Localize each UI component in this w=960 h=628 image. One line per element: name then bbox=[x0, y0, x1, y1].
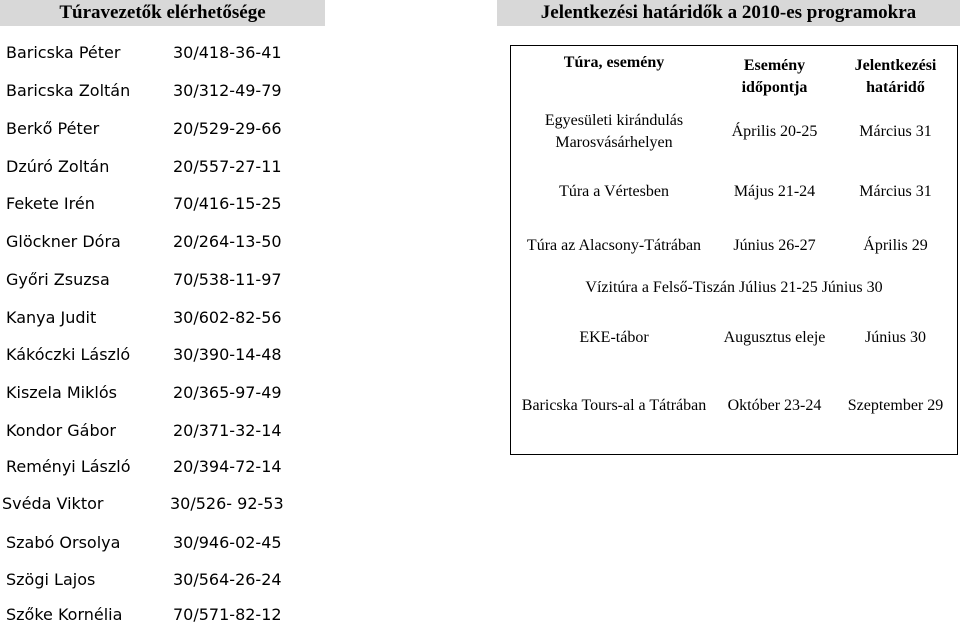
guide-phone: 30/564-26-24 bbox=[173, 570, 282, 589]
guide-phone: 70/416-15-25 bbox=[173, 194, 282, 213]
guide-name: Szabó Orsolya bbox=[6, 533, 121, 552]
guide-name: Kanya Judit bbox=[6, 308, 97, 327]
date-cell: Október 23-24 bbox=[727, 397, 822, 414]
table-row-wide bbox=[511, 275, 957, 301]
guide-name: Reményi László bbox=[6, 457, 131, 476]
guide-phone: 20/365-97-49 bbox=[173, 383, 282, 402]
event-cell: EKE-tábor bbox=[579, 329, 649, 346]
date-cell: Augusztus eleje bbox=[723, 329, 826, 346]
guide-phone: 30/946-02-45 bbox=[173, 533, 282, 552]
deadline-cell: Június 30 bbox=[865, 329, 926, 346]
guide-name: Berkő Péter bbox=[6, 119, 100, 138]
event-cell: Túra az Alacsony-Tátrában bbox=[526, 237, 702, 254]
guide-phone: 30/312-49-79 bbox=[173, 81, 282, 100]
guide-row bbox=[0, 602, 330, 628]
deadline-cell: Március 31 bbox=[859, 123, 932, 140]
guide-row bbox=[0, 530, 330, 556]
table-row bbox=[511, 106, 957, 158]
guide-phone: 30/418-36-41 bbox=[173, 43, 282, 62]
guide-name: Dzúró Zoltán bbox=[6, 157, 110, 176]
guide-name: Glöckner Dóra bbox=[6, 232, 121, 251]
guide-row bbox=[0, 491, 330, 517]
table-row bbox=[511, 381, 957, 431]
guide-row bbox=[0, 567, 330, 593]
event-cell: Túra a Vértesben bbox=[559, 183, 669, 200]
guide-row bbox=[0, 154, 330, 180]
event-cell: Baricska Tours-al a Tátrában bbox=[521, 397, 707, 414]
guide-phone: 30/390-14-48 bbox=[173, 345, 282, 364]
table-row bbox=[511, 168, 957, 216]
guide-row bbox=[0, 342, 330, 368]
guide-name: Szögi Lajos bbox=[6, 570, 96, 589]
guide-name: Svéda Viktor bbox=[2, 494, 104, 513]
event-summary-line bbox=[511, 275, 957, 301]
table-row bbox=[511, 221, 957, 271]
guide-name: Fekete Irén bbox=[6, 194, 95, 213]
header-event: Túra, esemény bbox=[563, 54, 665, 71]
guide-name: Kondor Gábor bbox=[6, 421, 116, 440]
header-deadline: Jelentkezési határidő bbox=[854, 57, 937, 96]
guide-row bbox=[0, 78, 330, 104]
guide-phone: 70/538-11-97 bbox=[173, 270, 282, 289]
guide-row bbox=[0, 116, 330, 142]
guide-name: Baricska Zoltán bbox=[6, 81, 131, 100]
table-header-row bbox=[511, 52, 957, 102]
guide-phone: 70/571-82-12 bbox=[173, 605, 282, 624]
guide-phone: 30/602-82-56 bbox=[173, 308, 282, 327]
deadline-cell: Szeptember 29 bbox=[847, 397, 944, 414]
event-cell: Vízitúra a Felső-Tiszán bbox=[585, 279, 736, 296]
guide-row bbox=[0, 267, 330, 293]
guide-name: Kákóczki László bbox=[6, 345, 131, 364]
guide-name: Győri Zsuzsa bbox=[6, 270, 110, 289]
date-cell: Április 20-25 bbox=[731, 123, 818, 140]
guide-row bbox=[0, 418, 330, 444]
guide-row bbox=[0, 380, 330, 406]
guide-row bbox=[0, 454, 330, 480]
guide-phone: 30/526- 92-53 bbox=[170, 494, 284, 513]
deadlines-table bbox=[510, 45, 958, 455]
guide-phone: 20/557-27-11 bbox=[173, 157, 282, 176]
deadline-cell: Április 29 bbox=[863, 237, 928, 254]
guide-row bbox=[0, 305, 330, 331]
guide-phone: 20/529-29-66 bbox=[173, 119, 282, 138]
guide-name: Szőke Kornélia bbox=[6, 605, 123, 624]
guide-phone: 20/264-13-50 bbox=[173, 232, 282, 251]
date-cell: Június 26-27 bbox=[733, 237, 816, 254]
guide-phone: 20/371-32-14 bbox=[173, 421, 282, 440]
deadline-cell: Március 31 bbox=[859, 183, 932, 200]
deadline-cell: Június 30 bbox=[821, 279, 883, 296]
guide-row bbox=[0, 229, 330, 255]
guides-title: Túravezetők elérhetősége bbox=[0, 0, 325, 26]
guide-name: Kiszela Miklós bbox=[6, 383, 117, 402]
event-cell: Egyesületi kirándulás Marosvásárhelyen bbox=[544, 112, 684, 151]
deadlines-title: Jelentkezési határidők a 2010-es programokra bbox=[497, 0, 960, 26]
date-cell: Július 21-25 bbox=[739, 279, 818, 296]
table-row bbox=[511, 314, 957, 362]
guide-phone: 20/394-72-14 bbox=[173, 457, 282, 476]
guide-row bbox=[0, 40, 330, 66]
header-date: Esemény időpontja bbox=[741, 57, 808, 96]
guide-name: Baricska Péter bbox=[6, 43, 121, 62]
date-cell: Május 21-24 bbox=[733, 183, 816, 200]
guide-row bbox=[0, 191, 330, 217]
